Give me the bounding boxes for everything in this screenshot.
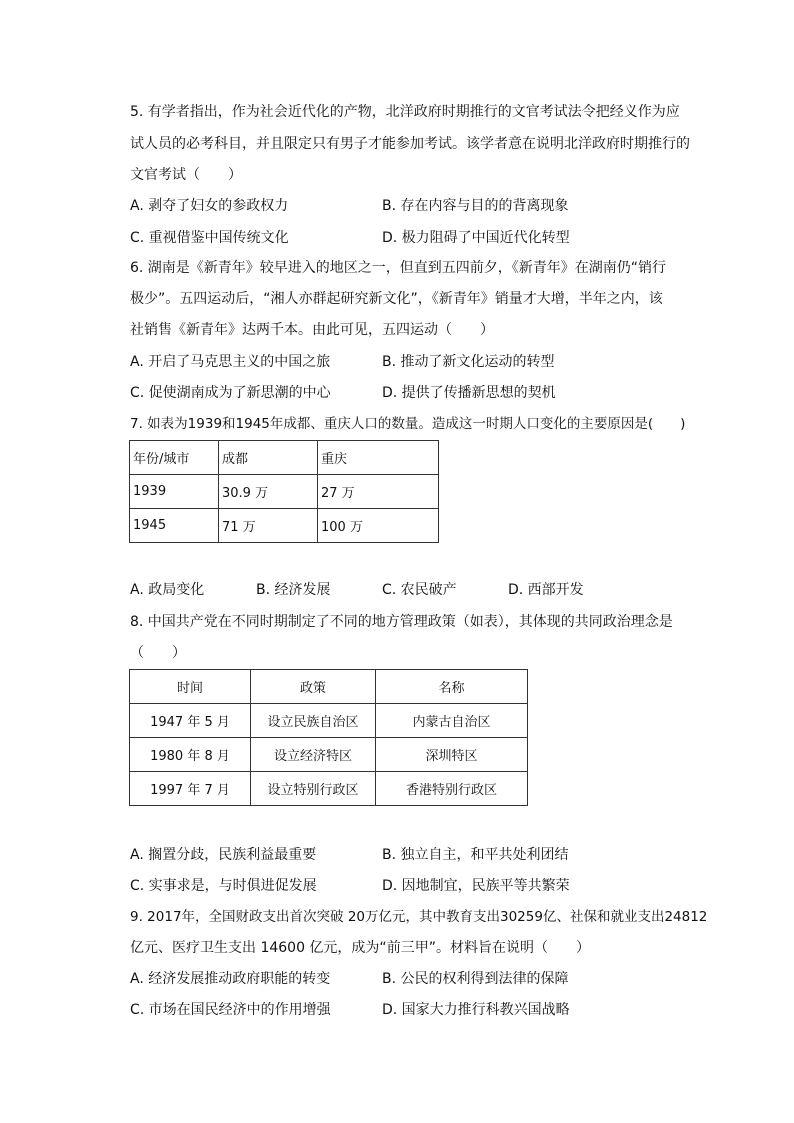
q6-option-d: D. 提供了传播新思想的契机 [382,385,556,401]
table-header-row [130,441,439,475]
q5-stem-line-1: 5. 有学者指出，作为社会近代化的产物，北洋政府时期推行的文官考试法令把经义作为应 [130,104,680,120]
table-cell: 30.9 万 [219,475,318,509]
q9-option-a: A. 经济发展推动政府职能的转变 [130,971,331,987]
q6-stem-line-3: 社销售《新青年》达两千本。由此可见，五四运动（ ） [130,322,494,338]
table-row [130,475,439,509]
q5-option-c: C. 重视借鉴中国传统文化 [130,230,289,246]
q5-option-b: B. 存在内容与目的的背离现象 [382,198,569,214]
table-cell: 1997 年 7 月 [130,772,251,806]
table-cell: 1945 [130,509,219,543]
q8-option-c: C. 实事求是，与时俱进促发展 [130,878,317,894]
q8-option-a: A. 搁置分歧，民族利益最重要 [130,847,317,863]
table-cell: 71 万 [219,509,318,543]
table-header-cell: 年份/城市 [130,441,219,475]
table-cell: 香港特别行政区 [376,772,528,806]
q9-option-b: B. 公民的权利得到法律的保障 [382,971,569,987]
q7-option-c: C. 农民破产 [382,582,457,598]
table-row [130,738,528,772]
q7-stem-line-1: 7. 如表为1939和1945年成都、重庆人口的数量。造成这一时期人口变化的主要原因是( ) [130,416,686,432]
table-row [130,772,528,806]
table-header-cell: 重庆 [318,441,439,475]
table-cell: 1947 年 5 月 [130,704,251,738]
q6-option-b: B. 推动了新文化运动的转型 [382,354,555,370]
q6-stem-line-2: 极少”。五四运动后，“湘人亦群起研究新文化”，《新青年》销量才大增，半年之内，该 [130,291,663,307]
table-header-cell: 成都 [219,441,318,475]
table-cell: 设立特别行政区 [251,772,376,806]
q5-stem-line-3: 文官考试（ ） [130,167,242,183]
table-header-cell: 名称 [376,670,528,704]
q5-stem-line-2: 试人员的必考科目，并且限定只有男子才能参加考试。该学者意在说明北洋政府时期推行的 [130,136,690,152]
table-cell: 设立民族自治区 [251,704,376,738]
table-row [130,509,439,543]
table-cell: 设立经济特区 [251,738,376,772]
q7-option-a: A. 政局变化 [130,582,205,598]
q5-option-a: A. 剥夺了妇女的参政权力 [130,198,289,214]
table-cell: 内蒙古自治区 [376,704,528,738]
q8-stem-line-1: 8. 中国共产党在不同时期制定了不同的地方管理政策（如表），其体现的共同政治理念是 [130,614,673,630]
q6-stem-line-1: 6. 湖南是《新青年》较早进入的地区之一，但直到五四前夕，《新青年》在湖南仍“销行 [130,260,667,276]
q6-option-c: C. 促使湖南成为了新思潮的中心 [130,385,331,401]
table-header-cell: 时间 [130,670,251,704]
table-cell: 100 万 [318,509,439,543]
q8-policy-table [129,669,528,806]
table-cell: 1980 年 8 月 [130,738,251,772]
table-cell: 27 万 [318,475,439,509]
table-header-cell: 政策 [251,670,376,704]
table-header-row [130,670,528,704]
table-cell: 深圳特区 [376,738,528,772]
q7-option-d: D. 西部开发 [508,582,584,598]
table-cell: 1939 [130,475,219,509]
q8-stem-line-2: （ ） [130,645,186,661]
q7-option-b: B. 经济发展 [256,582,331,598]
q7-population-table [129,440,439,543]
q5-option-d: D. 极力阻碍了中国近代化转型 [382,230,570,246]
table-row [130,704,528,738]
q8-option-b: B. 独立自主，和平共处利团结 [382,847,569,863]
q8-option-d: D. 因地制宜，民族平等共繁荣 [382,878,570,894]
q9-option-d: D. 国家大力推行科教兴国战略 [382,1002,570,1018]
q9-stem-line-1: 9. 2017年，全国财政支出首次突破 20万亿元，其中教育支出30259亿、社保和就业支出24812 [130,909,708,925]
q9-option-c: C. 市场在国民经济中的作用增强 [130,1002,331,1018]
q6-option-a: A. 开启了马克思主义的中国之旅 [130,354,331,370]
q9-stem-line-2: 亿元、医疗卫生支出 14600 亿元，成为“前三甲”。材料旨在说明（ ） [130,940,590,956]
